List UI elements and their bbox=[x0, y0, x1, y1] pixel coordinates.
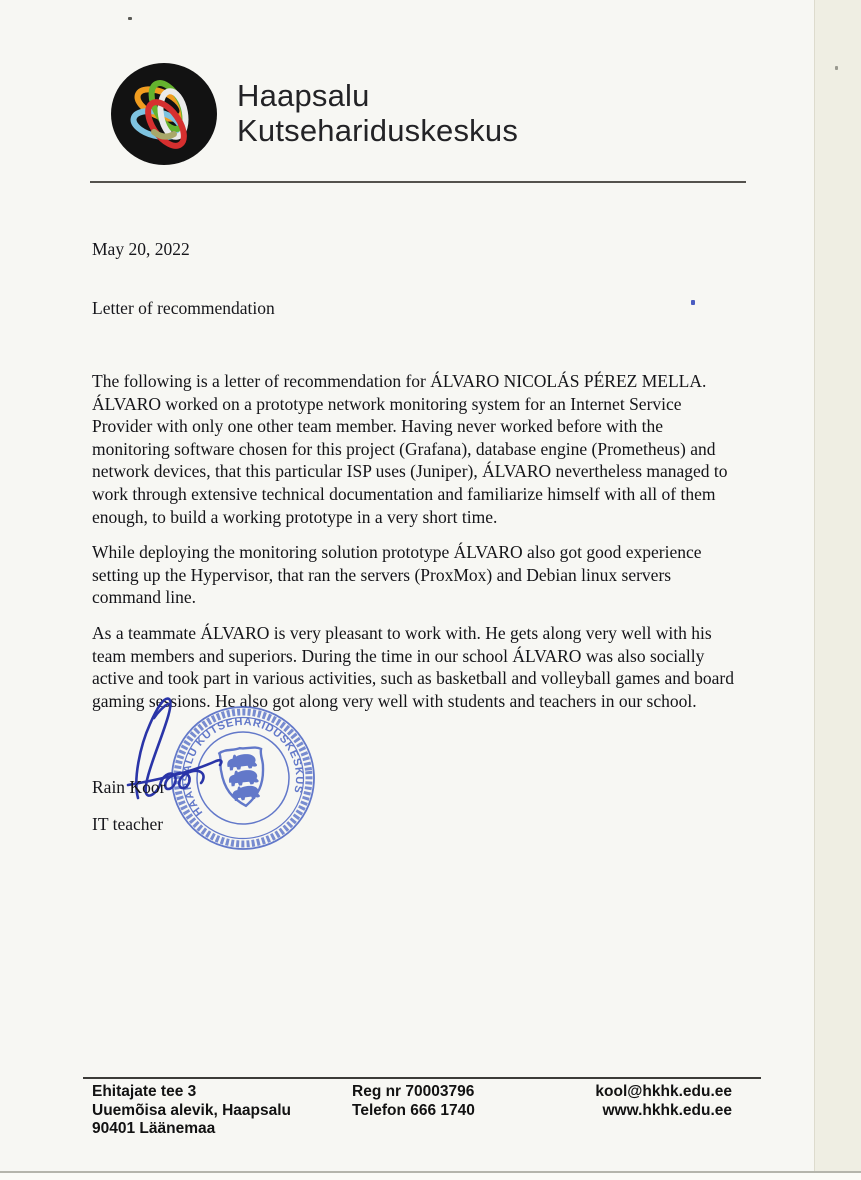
organization-name-line2: Kutsehariduskeskus bbox=[237, 113, 519, 148]
letter-date: May 20, 2022 bbox=[92, 239, 190, 259]
signer-title: IT teacher bbox=[92, 814, 164, 834]
stamp-curved-text: HAAPSALU KUTSEHARIDUSKESKUS bbox=[180, 715, 306, 819]
ink-dot-speck bbox=[691, 300, 695, 305]
signer-name: Rain Koor bbox=[92, 777, 166, 797]
footer-address-line1: Ehitajate tee 3 bbox=[92, 1083, 197, 1100]
scan-dust-speck bbox=[835, 66, 838, 70]
footer-phone: Telefon 666 1740 bbox=[352, 1101, 475, 1119]
footer-email: kool@hkhk.edu.ee bbox=[595, 1083, 732, 1100]
letter-body bbox=[92, 370, 744, 725]
footer-contact bbox=[540, 1083, 732, 1120]
footer-address-line2: Uuemõisa alevik, Haapsalu bbox=[92, 1101, 292, 1119]
letter-subject: Letter of recommendation bbox=[92, 298, 275, 318]
scan-dust-speck bbox=[128, 17, 132, 20]
school-logo-icon bbox=[110, 62, 218, 166]
letterhead-divider bbox=[90, 181, 746, 183]
paragraph-3: As a teammate ÁLVARO is very pleasant to work with. He gets along very well with his team members and superiors. During the time in our school ÁLVARO was also socially active and took part in various activities, such as basketball and volleyball games and board gaming sessions. He also got along very well with students and teachers in our school. bbox=[92, 622, 734, 711]
footer-address-line3: 90401 Läänemaa bbox=[92, 1120, 216, 1137]
scanner-below-edge bbox=[0, 1173, 861, 1180]
footer-address bbox=[92, 1083, 291, 1139]
footer-website: www.hkhk.edu.ee bbox=[602, 1101, 732, 1119]
paragraph-1: The following is a letter of recommendation for ÁLVARO NICOLÁS PÉREZ MELLA. ÁLVARO worked on a prototype network monitoring system for an Internet Service Provider with only one other team member. Having never worked before with the monitoring software chosen for this project (Grafana), database engine (Prometheus) and network devices, that this particular ISP uses (Juniper), ÁLVARO nevertheless managed to work through extensive technical documentation and familiarize himself with all of them enough, to build a working prototype in a very short time. bbox=[92, 371, 728, 527]
scanner-background-strip bbox=[814, 0, 861, 1180]
organization-name bbox=[237, 78, 518, 148]
footer-reg-number: Reg nr 70003796 bbox=[352, 1083, 475, 1100]
footer-divider bbox=[83, 1077, 761, 1079]
organization-name-line1: Haapsalu bbox=[237, 78, 370, 113]
footer-registry bbox=[352, 1083, 475, 1120]
paragraph-2: While deploying the monitoring solution prototype ÁLVARO also got good experience setting up the Hypervisor, that ran the servers (ProxMox) and Debian linux servers command line. bbox=[92, 542, 702, 608]
